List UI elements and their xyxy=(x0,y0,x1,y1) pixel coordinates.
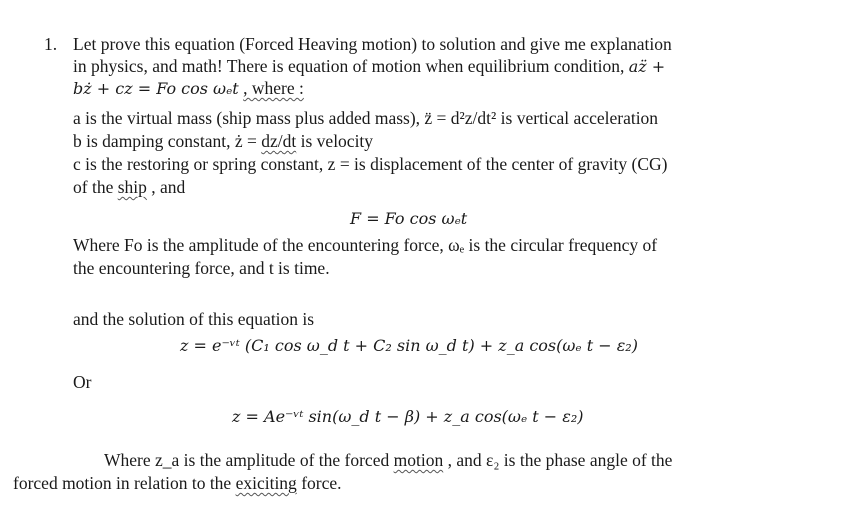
definition-c-line-2-pre: of the xyxy=(73,177,118,197)
force-equation: F = Fo cos ωₑt xyxy=(350,209,468,228)
or-label: Or xyxy=(73,372,92,392)
equation-of-motion: bż + cz = Fo cos ωₑt xyxy=(73,79,239,98)
item-number: 1. xyxy=(44,34,58,54)
definition-b xyxy=(73,130,373,152)
intro-line-3 xyxy=(73,77,304,100)
solution-equation-2: z = Ae⁻ᵛᵗ sin(ω_d t − β) + z_a cos(ωₑ t − ε₂) xyxy=(232,407,584,426)
ship-word: ship xyxy=(117,177,147,197)
closing-line-1-post: , and ε₂ is the phase angle of the xyxy=(443,450,673,470)
closing-line-1-pre: Where z_a is the amplitude of the forced xyxy=(104,450,394,470)
definition-a: a is the virtual mass (ship mass plus added mass), z̈ = d²z/dt² is vertical acceleration xyxy=(73,108,659,128)
closing-line-2 xyxy=(13,472,342,494)
definition-b-pre: b is damping constant, ż = xyxy=(73,131,262,151)
definition-c-line-2-post: , and xyxy=(146,177,186,197)
where-fo-line-2: the encountering force, and t is time. xyxy=(73,258,330,278)
definition-b-derivative: dz/dt xyxy=(261,131,297,151)
definition-b-post: is velocity xyxy=(296,131,374,151)
solution-equation-1: z = e⁻ᵛᵗ (C₁ cos ω_d t + C₂ sin ω_d t) + z_a cos(ωₑ t − ε₂) xyxy=(180,336,638,355)
where-keyword: , where : xyxy=(243,78,304,98)
closing-line-1 xyxy=(104,449,672,471)
intro-line-2-text: in physics, and math! There is equation of motion when equilibrium condition, xyxy=(73,56,625,76)
closing-line-2-pre: forced motion in relation to the xyxy=(13,473,236,493)
closing-line-2-post: force. xyxy=(296,473,342,493)
intro-line-1: Let prove this equation (Forced Heaving motion) to solution and give me explanation xyxy=(73,34,672,54)
intro-line-2 xyxy=(73,55,665,78)
where-fo-line-1: Where Fo is the amplitude of the encountering force, ωₑ is the circular frequency of xyxy=(73,235,658,255)
definition-c-line-2 xyxy=(73,176,185,198)
definition-c-line-1: c is the restoring or spring constant, z = is displacement of the center of gravity (CG) xyxy=(73,154,668,174)
motion-word: motion xyxy=(393,450,444,470)
exciting-word: exiciting xyxy=(235,473,297,493)
intro-line-2-math: az̈ + xyxy=(628,57,666,76)
solution-intro: and the solution of this equation is xyxy=(73,309,315,329)
